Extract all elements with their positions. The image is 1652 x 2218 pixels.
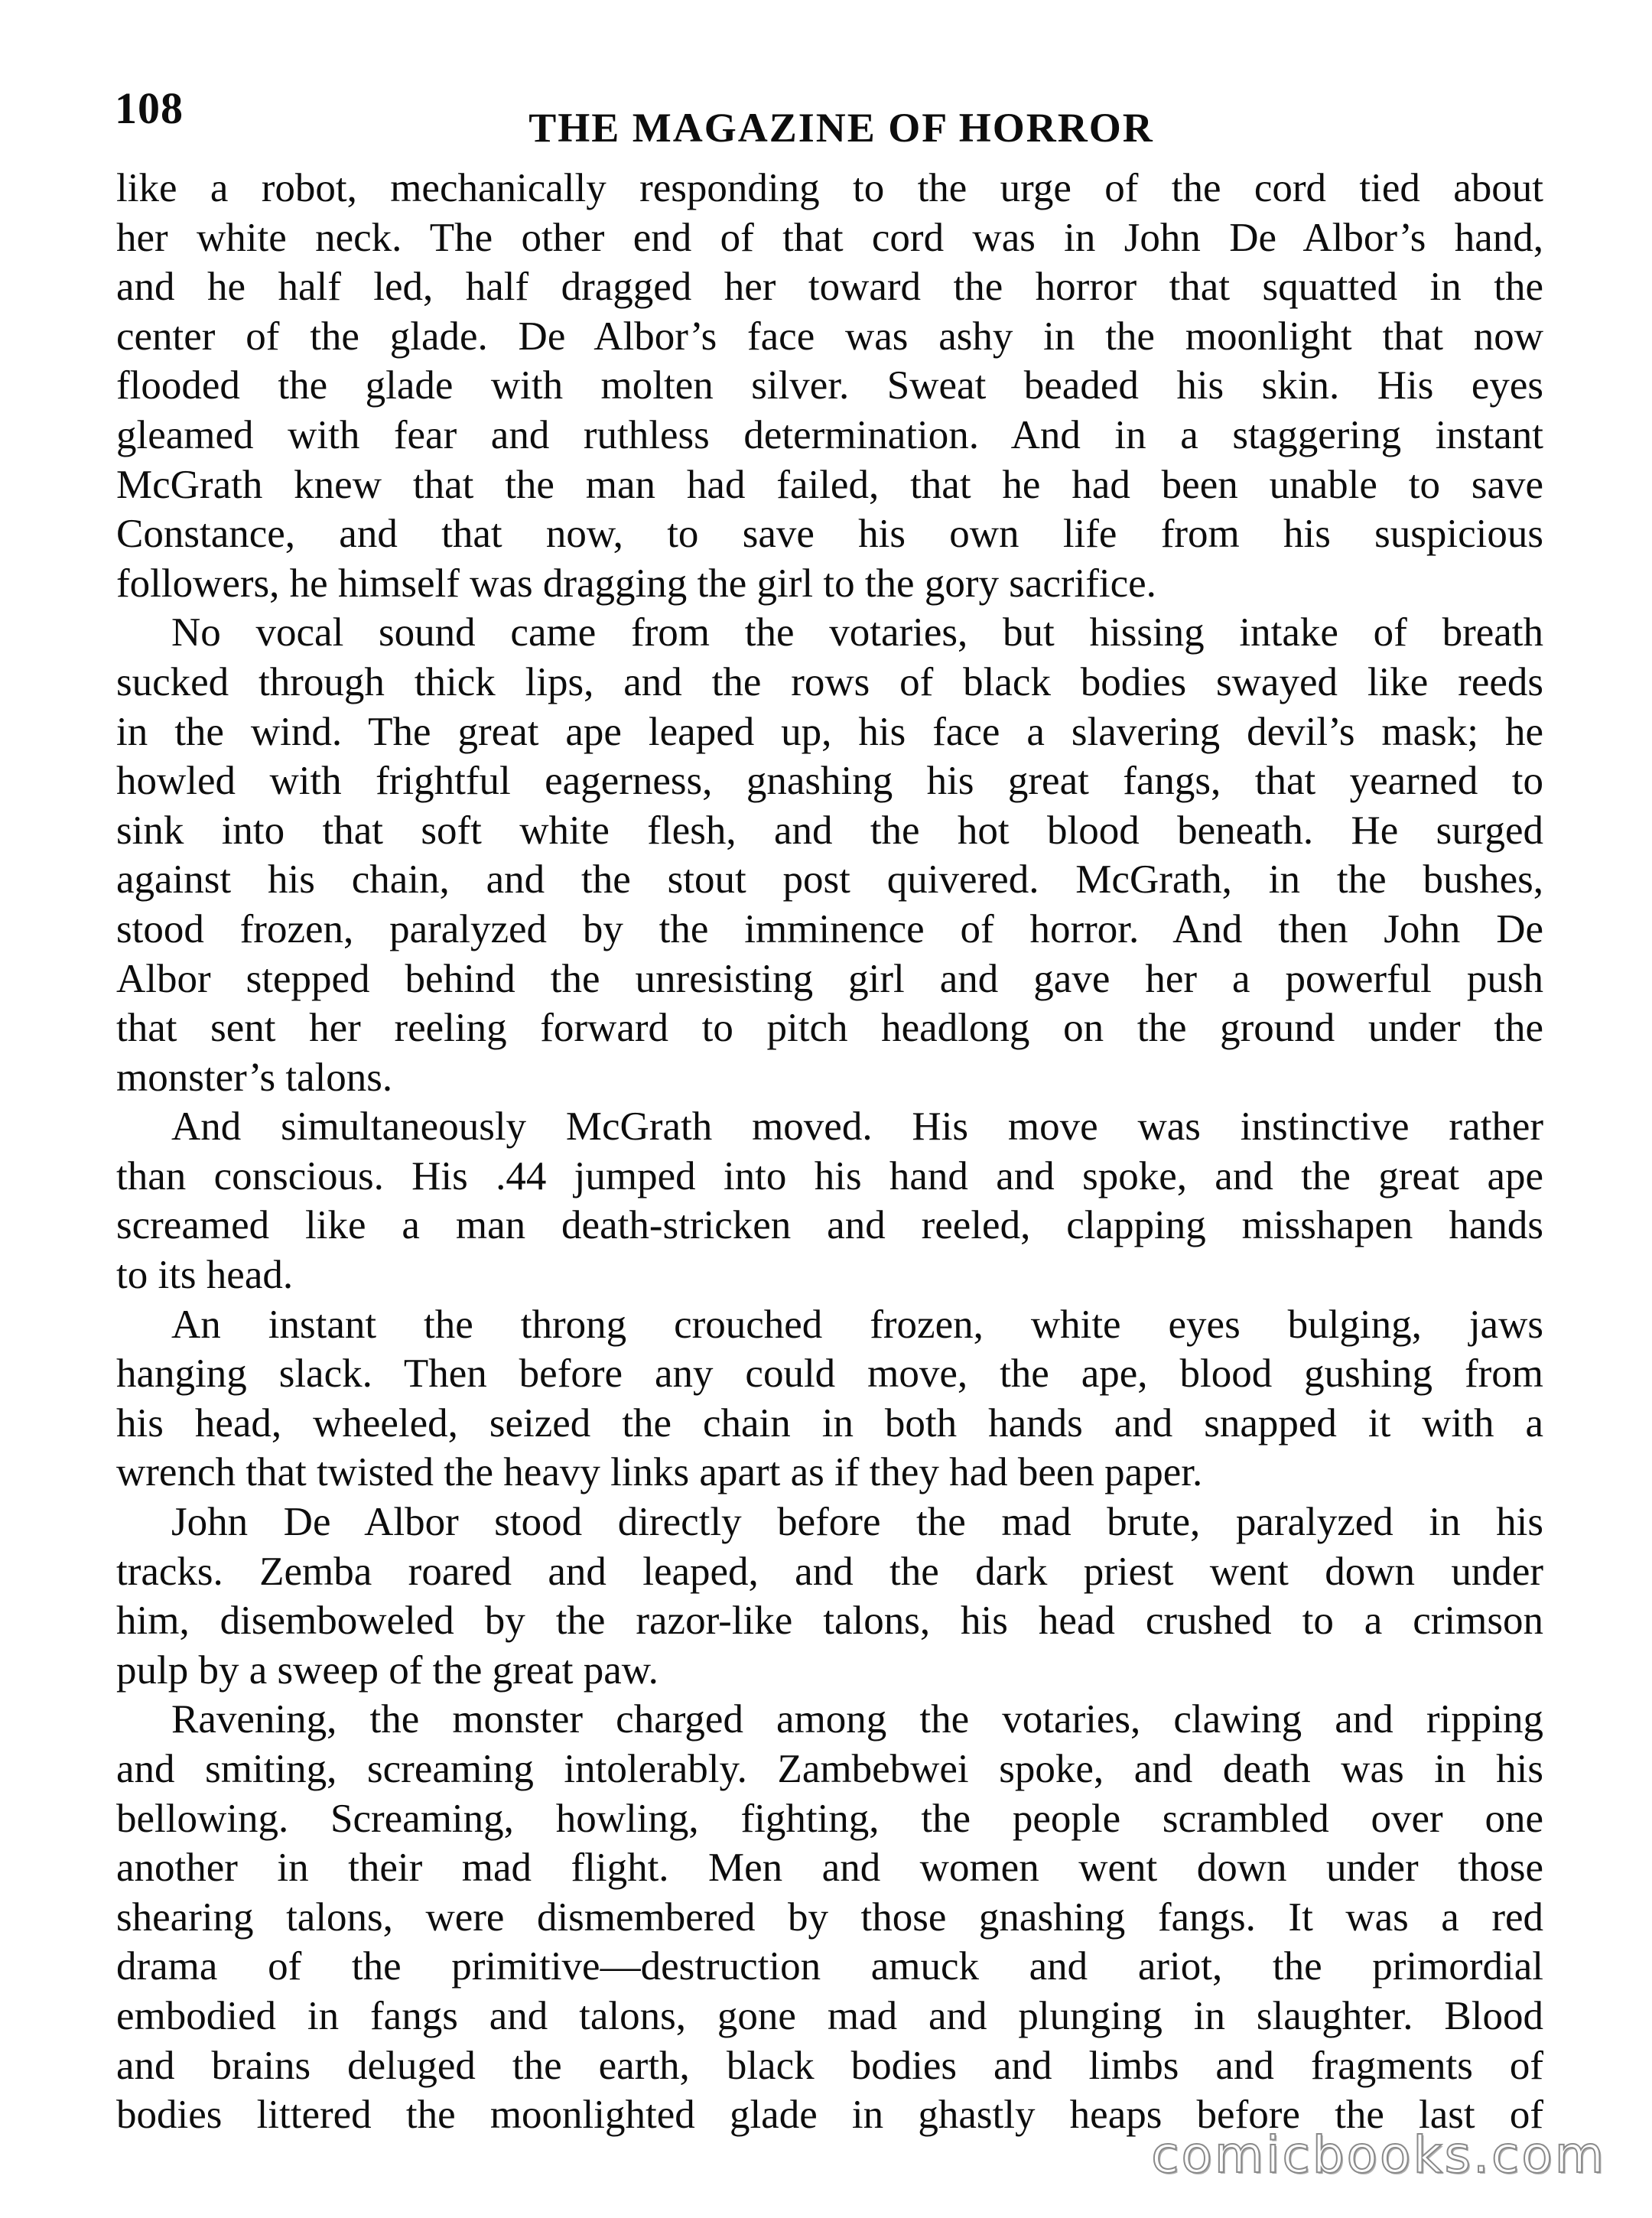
text-line: followers, he himself was dragging the girl to the gory sacrifice. <box>116 561 1156 606</box>
text-line: monster’s talons. <box>116 1055 393 1100</box>
text-line: him, disemboweled by the razor-like talons, his head crushed to a crimson <box>116 1598 1543 1644</box>
page-number: 108 <box>115 83 184 133</box>
paragraph <box>116 1498 1543 1695</box>
text-line: Constance, and that now, to save his own life from his suspicious <box>116 512 1543 557</box>
text-line: and he half led, half dragged her toward the horror that squatted in the <box>116 265 1543 310</box>
text-line: to its head. <box>116 1253 294 1298</box>
text-line: Ravening, the monster charged among the votaries, clawing and ripping <box>171 1697 1543 1742</box>
text-line: her white neck. The other end of that cord was in John De Albor’s hand, <box>116 215 1543 260</box>
text-line: stood frozen, paralyzed by the imminence of horror. And then John De <box>116 906 1543 951</box>
text-line: John De Albor stood directly before the mad brute, paralyzed in his <box>171 1500 1543 1545</box>
text-line: embodied in fangs and talons, gone mad and plunging in slaughter. Blood <box>116 1993 1543 2038</box>
text-line: An instant the throng crouched frozen, white eyes bulging, jaws <box>171 1302 1543 1347</box>
text-line: his head, wheeled, seized the chain in both hands and snapped it with a <box>116 1400 1543 1446</box>
text-line: and smiting, screaming intolerably. Zambebwei spoke, and death was in his <box>116 1747 1543 1791</box>
text-line: Albor stepped behind the unresisting girl and gave her a powerful push <box>116 956 1543 1001</box>
text-line: and brains deluged the earth, black bodies and limbs and fragments of <box>116 2043 1543 2088</box>
paragraph <box>116 608 1543 1102</box>
text-line: sucked through thick lips, and the rows of black bodies swayed like reeds <box>116 659 1543 704</box>
text-line: tracks. Zemba roared and leaped, and the dark priest went down under <box>116 1549 1543 1594</box>
watermark: comicbooks.com <box>1151 2125 1606 2184</box>
text-line: shearing talons, were dismembered by those gnashing fangs. It was a red <box>116 1894 1543 1940</box>
text-line: sink into that soft white flesh, and the hot blood beneath. He surged <box>116 808 1543 853</box>
text-line: howled with frightful eagerness, gnashing his great fangs, that yearned to <box>116 759 1543 804</box>
paragraph <box>116 164 1543 608</box>
text-line: bodies littered the moonlighted glade in ghastly heaps before the last of <box>116 2093 1543 2138</box>
text-line: screamed like a man death-stricken and reeled, clapping misshapen hands <box>116 1203 1543 1248</box>
text-line: McGrath knew that the man had failed, that he had been unable to save <box>116 462 1543 507</box>
paragraph <box>116 1695 1543 2139</box>
text-line: center of the glade. De Albor’s face was ashy in the moonlight that now <box>116 314 1543 359</box>
text-line: flooded the glade with molten silver. Sweat beaded his skin. His eyes <box>116 363 1543 408</box>
text-line: against his chain, and the stout post quivered. McGrath, in the bushes, <box>116 857 1543 902</box>
text-line: pulp by a sweep of the great paw. <box>116 1647 659 1693</box>
text-line: gleamed with fear and ruthless determination. And in a staggering instant <box>116 412 1543 457</box>
text-line: drama of the primitive—destruction amuck and ariot, the primordial <box>116 1944 1543 1989</box>
paragraph <box>116 1300 1543 1498</box>
text-line: in the wind. The great ape leaped up, his face a slavering devil’s mask; he <box>116 709 1543 754</box>
body-text <box>116 164 1543 2140</box>
text-line: No vocal sound came from the votaries, but hissing intake of breath <box>171 610 1543 655</box>
text-line: that sent her reeling forward to pitch headlong on the ground under the <box>116 1006 1543 1051</box>
text-line: wrench that twisted the heavy links apart as if they had been paper. <box>116 1450 1203 1495</box>
text-line: another in their mad flight. Men and women went down under those <box>116 1846 1543 1891</box>
paragraph <box>116 1102 1543 1299</box>
text-line: bellowing. Screaming, howling, fighting, the people scrambled over one <box>116 1796 1543 1841</box>
running-title: THE MAGAZINE OF HORROR <box>528 105 1154 151</box>
text-line: like a robot, mechanically responding to the urge of the cord tied about <box>116 166 1543 210</box>
text-line: hanging slack. Then before any could move, the ape, blood gushing from <box>116 1351 1543 1397</box>
text-line: than conscious. His .44 jumped into his hand and spoke, and the great ape <box>116 1153 1543 1198</box>
text-line: And simultaneously McGrath moved. His move was instinctive rather <box>171 1104 1543 1150</box>
